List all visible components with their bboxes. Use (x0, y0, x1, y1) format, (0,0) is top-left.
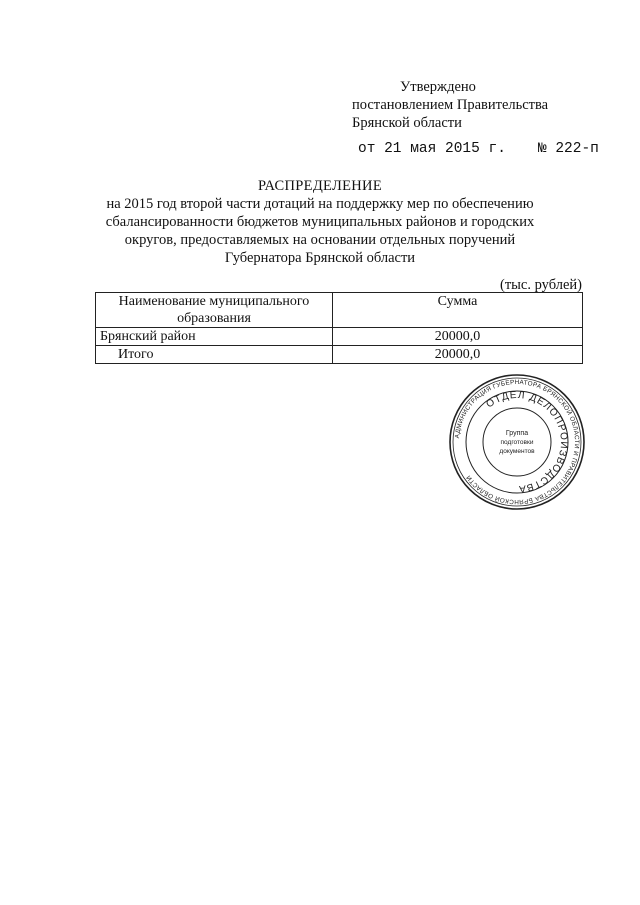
title-line-3: округов, предоставляемых на основании отдельных поручений (124, 232, 516, 248)
approval-region: Брянской области (352, 115, 462, 131)
title-line-2: сбалансированности бюджетов муниципальных районов и городских (105, 214, 535, 230)
approval-date: от 21 мая 2015 г. (358, 141, 506, 157)
total-amount: 20000,0 (333, 346, 583, 364)
units-label: (тыс. рублей) (500, 277, 582, 293)
total-name: Итого (96, 346, 333, 364)
row-name: Брянский район (96, 328, 333, 346)
title-line-1: на 2015 год второй части дотаций на поддержку мер по обеспечению (106, 196, 534, 212)
row-amount: 20000,0 (333, 328, 583, 346)
approval-date-line (352, 140, 599, 158)
stamp-center-line-3: документов (499, 448, 535, 455)
office-stamp (447, 372, 587, 512)
document-title (90, 177, 550, 267)
stamp-center-line-1: Группа (505, 430, 529, 437)
stamp-center-line-2: подготовки (500, 439, 534, 446)
table-row-total (96, 346, 583, 364)
distribution-table (95, 292, 583, 364)
approval-resolution: постановлением Правительства (352, 97, 549, 113)
title-heading: РАСПРЕДЕЛЕНИЕ (258, 178, 382, 194)
table-header-row (96, 293, 583, 328)
approval-title: Утверждено (400, 79, 476, 95)
stamp-outer-text: АДМИНИСТРАЦИЯ ГУБЕРНАТОРА БРЯНСКОЙ ОБЛАСТИ И ПРАВИТЕЛЬСТВА БРЯНСКОЙ ОБЛАСТИ (454, 378, 581, 506)
column-header-amount: Сумма (333, 293, 583, 328)
approval-number: № 222-п (537, 141, 599, 157)
column-header-name: Наименование муниципального образования (96, 293, 333, 328)
table-row (96, 328, 583, 346)
stamp-ring-text: ОТДЕЛ ДЕЛОПРОИЗВОДСТВА (484, 389, 570, 495)
approval-block (352, 78, 599, 158)
title-line-4: Губернатора Брянской области (224, 250, 416, 266)
